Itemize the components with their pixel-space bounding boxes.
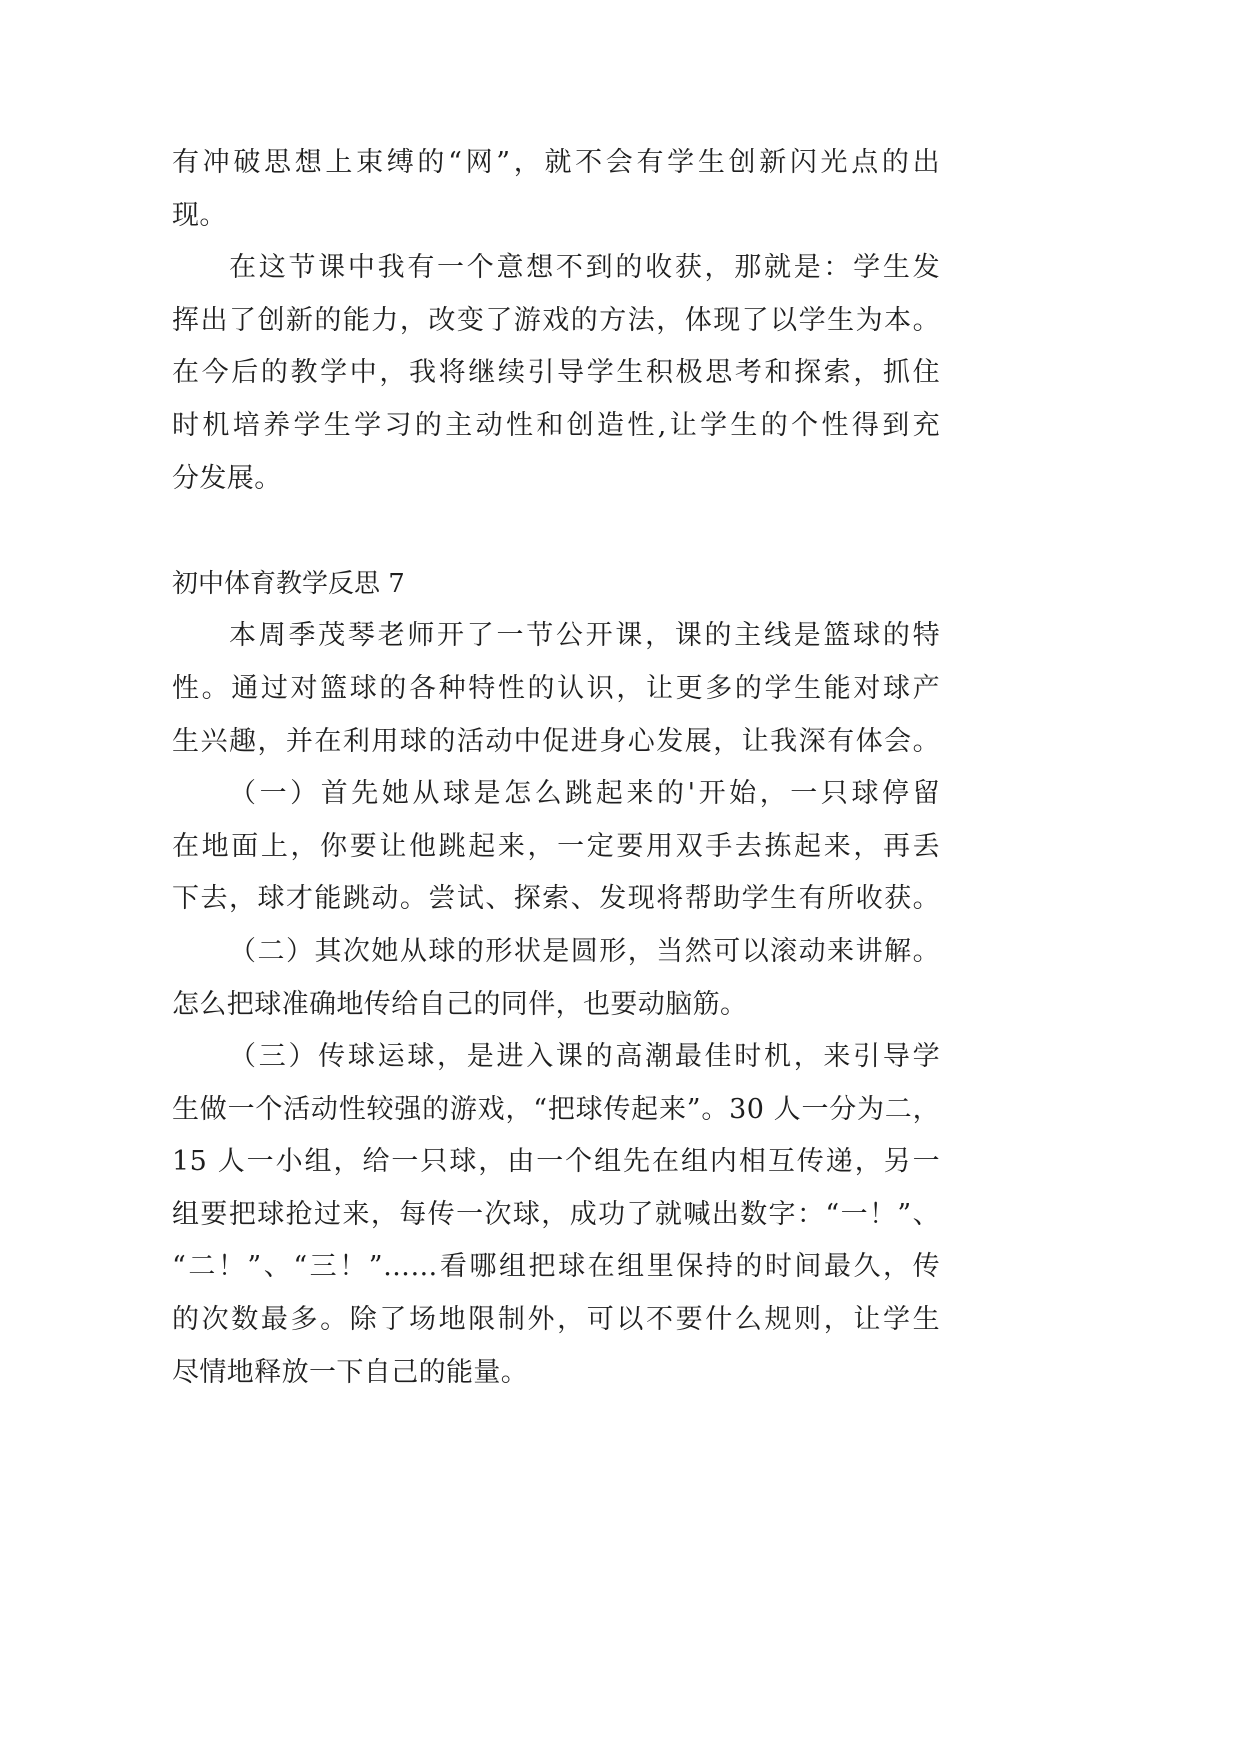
text-line: 在今后的教学中，我将继续引导学生积极思考和探索，抓住 — [172, 357, 940, 389]
blank-line — [172, 505, 940, 558]
text-line: （三）传球运球，是进入课的高潮最佳时机，来引导学 — [229, 1041, 940, 1073]
text-line: 时机培养学生学习的主动性和创造性,让学生的个性得到充 — [172, 409, 940, 441]
text-line: 生兴趣，并在利用球的活动中促进身心发展，让我深有体会。 — [172, 725, 940, 757]
text-line: 的次数最多。除了场地限制外，可以不要什么规则，让学生 — [172, 1304, 940, 1336]
text-line: 有冲破思想上束缚的“网”，就不会有学生创新闪光点的出 — [172, 147, 940, 178]
text-line: 在地面上，你要让他跳起来，一定要用双手去拣起来，再丢 — [172, 830, 940, 862]
text-line: 在这节课中我有一个意想不到的收获，那就是：学生发 — [229, 252, 940, 284]
paragraph — [172, 768, 940, 926]
text-line: 下去，球才能跳动。尝试、探索、发现将帮助学生有所收获。 — [172, 883, 940, 915]
paragraph — [172, 1031, 940, 1399]
paragraph — [172, 242, 940, 505]
text-line: 现。 — [172, 199, 227, 231]
paragraph — [172, 926, 940, 1031]
text-line: 生做一个活动性较强的游戏，“把球传起来”。30 人一分为二， — [172, 1093, 940, 1125]
text-line: 本周季茂琴老师开了一节公开课，课的主线是篮球的特 — [229, 620, 940, 652]
text-line: （二）其次她从球的形状是圆形，当然可以滚动来讲解。 — [229, 935, 940, 967]
paragraph — [172, 137, 940, 242]
section-title: 初中体育教学反思 7 — [172, 568, 405, 599]
text-line: 分发展。 — [172, 462, 282, 494]
document-page — [172, 137, 940, 1399]
text-line: 挥出了创新的能力，改变了游戏的方法，体现了以学生为本。 — [172, 304, 940, 336]
text-line: 性。通过对篮球的各种特性的认识，让更多的学生能对球产 — [172, 672, 940, 704]
text-line: 怎么把球准确地传给自己的同伴，也要动脑筋。 — [172, 988, 748, 1020]
text-line: 组要把球抢过来，每传一次球，成功了就喊出数字：“一！”、 — [172, 1198, 940, 1230]
text-line: 15 人一小组，给一只球，由一个组先在组内相互传递，另一 — [172, 1146, 940, 1178]
text-line: “二！”、“三！”……看哪组把球在组里保持的时间最久，传 — [172, 1251, 940, 1283]
text-line: 尽情地释放一下自己的能量。 — [172, 1356, 529, 1388]
text-line: （一）首先她从球是怎么跳起来的'开始，一只球停留 — [229, 778, 940, 810]
paragraph — [172, 610, 940, 768]
